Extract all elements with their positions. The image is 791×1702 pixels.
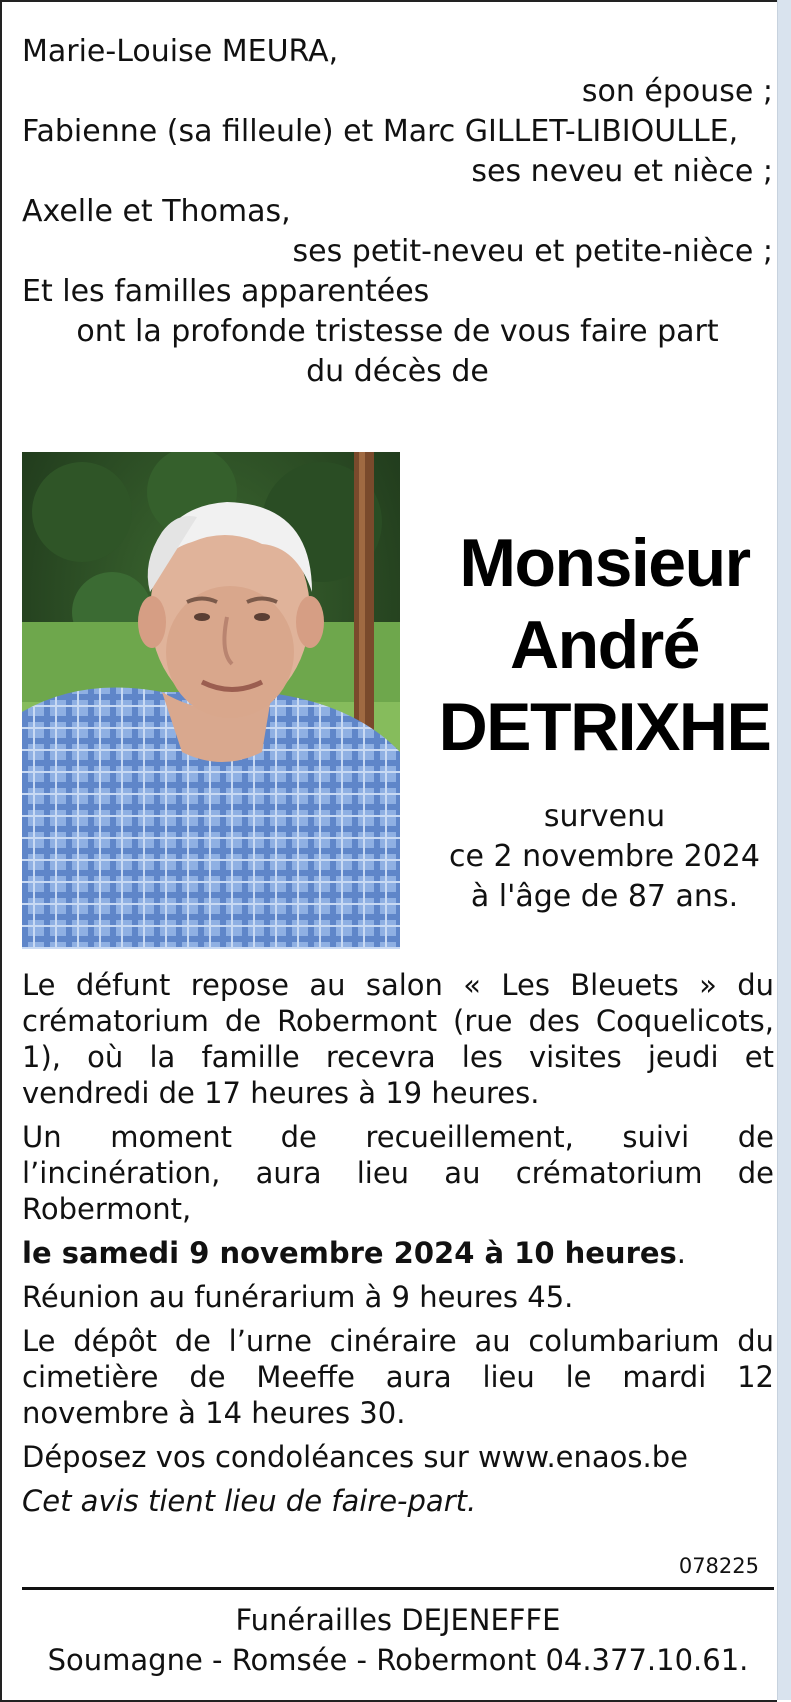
family-line-8: ont la profonde tristesse de vous faire part [76,314,719,349]
deceased-name [432,522,777,768]
ceremony-date-period: . [676,1236,687,1270]
family-line-2: son épouse ; [581,74,773,109]
urn-paragraph: Le dépôt de l’urne cinéraire au columbarium du cimetière de Meeffe aura lieu le mardi 12 novembre à 14 heures 30. [22,1324,774,1430]
ceremony-paragraph: Un moment de recueillement, suivi de l’incinération, aura lieu au crématorium de Robermont, [22,1120,774,1226]
reference-number: 078225 [678,1554,759,1578]
footer-divider [22,1587,774,1590]
family-line-9: du décès de [306,354,489,389]
family-line-5: Axelle et Thomas, [22,194,291,229]
funeral-home-name: Funérailles DEJENEFFE [235,1603,561,1637]
death-date: ce 2 novembre 2024 [449,839,760,874]
family-line-7: Et les familles apparentées [22,274,430,309]
family-line-1: Marie-Louise MEURA, [22,34,339,69]
condolences-paragraph: Déposez vos condoléances sur www.enaos.be [22,1440,688,1474]
funeral-details [22,967,774,1527]
ceremony-date: le samedi 9 novembre 2024 à 10 heures [22,1236,677,1270]
death-info [432,797,777,917]
deceased-last-name: DETRIXHE [438,689,771,765]
family-announcement [22,32,773,392]
portrait-photo [22,452,400,949]
page-edge-strip [777,0,791,1700]
death-age: à l'âge de 87 ans. [470,879,739,914]
notice-remark: Cet avis tient lieu de faire-part. [22,1484,477,1518]
family-line-4: ses neveu et nièce ; [471,154,773,189]
family-line-6: ses petit-neveu et petite-nièce ; [292,234,773,269]
funeral-home-footer [22,1600,774,1680]
death-info-line-1: survenu [543,799,666,834]
deceased-title: Monsieur [459,525,750,601]
visitation-paragraph: Le défunt repose au salon « Les Bleuets » du crématorium de Robermont (rue des Coquelicots, 1), où la famille recevra les visites jeudi et vendredi de 17 heures à 19 heures. [22,968,774,1110]
family-line-3: Fabienne (sa filleule) et Marc GILLET-LIBIOULLE, [22,114,739,149]
meeting-paragraph: Réunion au funérarium à 9 heures 45. [22,1280,574,1314]
ceremony-date-paragraph [22,1235,774,1271]
deceased-first-name: André [510,607,699,683]
funeral-home-locations: Soumagne - Romsée - Robermont 04.377.10.61. [47,1643,749,1677]
